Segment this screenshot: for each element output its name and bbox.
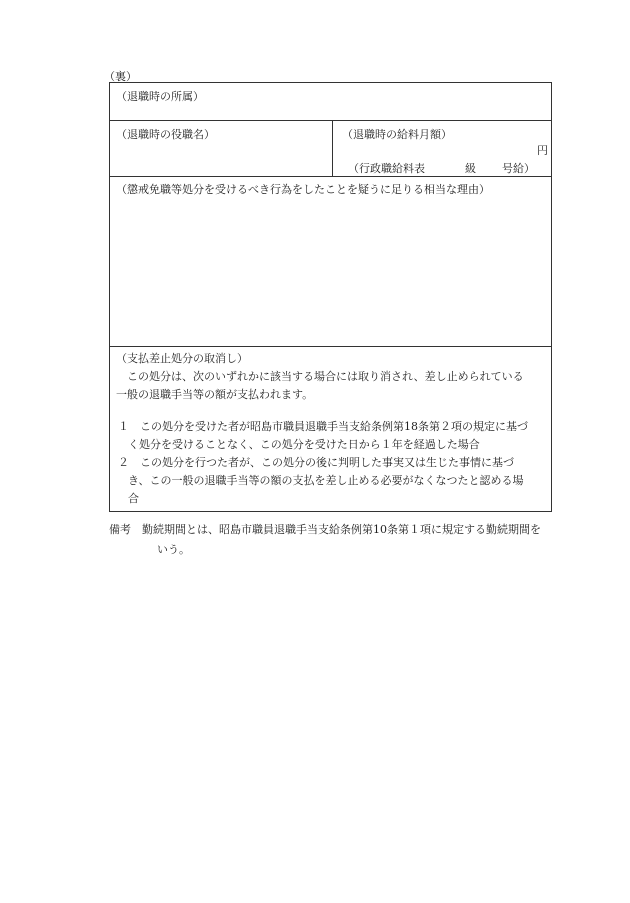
condition-item-1-line-1: １ この処分を受けた者が昭島市職員退職手当支給条例第18条第２項の規定に基づ	[118, 420, 528, 433]
reason-section	[110, 177, 551, 347]
condition-item-2-line-3: 合	[128, 492, 139, 505]
yen-unit: 円	[537, 144, 548, 157]
affiliation-label: （退職時の所属）	[116, 90, 204, 103]
remark-line-2: いう。	[157, 543, 190, 556]
page-side-label: （裏）	[104, 70, 137, 83]
salary-label: （退職時の給料月額）	[342, 128, 452, 141]
cancellation-title: （支払差止処分の取消し）	[116, 352, 248, 365]
step-unit: 号給）	[502, 162, 535, 175]
cancellation-intro-line-1: この処分は、次のいずれかに該当する場合には取り消され、差し止められている	[116, 370, 524, 383]
affiliation-section	[110, 83, 551, 121]
grade-unit: 級	[465, 162, 476, 175]
position-label: （退職時の役職名）	[116, 128, 215, 141]
condition-item-2-line-1: ２ この処分を行つた者が、この処分の後に判明した事実又は生じた事情に基づ	[118, 456, 514, 469]
position-salary-section	[110, 121, 551, 177]
remark-line-1: 備考 勤続期間とは、昭島市職員退職手当支給条例第10条第１項に規定する勤続期間を	[109, 523, 541, 536]
column-divider	[332, 121, 333, 176]
reason-label: （懲戒免職等処分を受けるべき行為をしたことを疑うに足りる相当な理由）	[116, 183, 490, 196]
condition-item-2-line-2: き、この一般の退職手当等の額の支払を差し止める必要がなくなつたと認める場	[128, 474, 524, 487]
condition-item-1-line-2: く処分を受けることなく、この処分を受けた日から１年を経過した場合	[128, 438, 480, 451]
cancellation-intro-line-2: 一般の退職手当等の額が支払われます。	[116, 388, 314, 401]
disposition-form-table	[109, 82, 552, 512]
salary-table-label: （行政職給料表	[348, 162, 425, 175]
cancellation-section	[110, 347, 551, 511]
